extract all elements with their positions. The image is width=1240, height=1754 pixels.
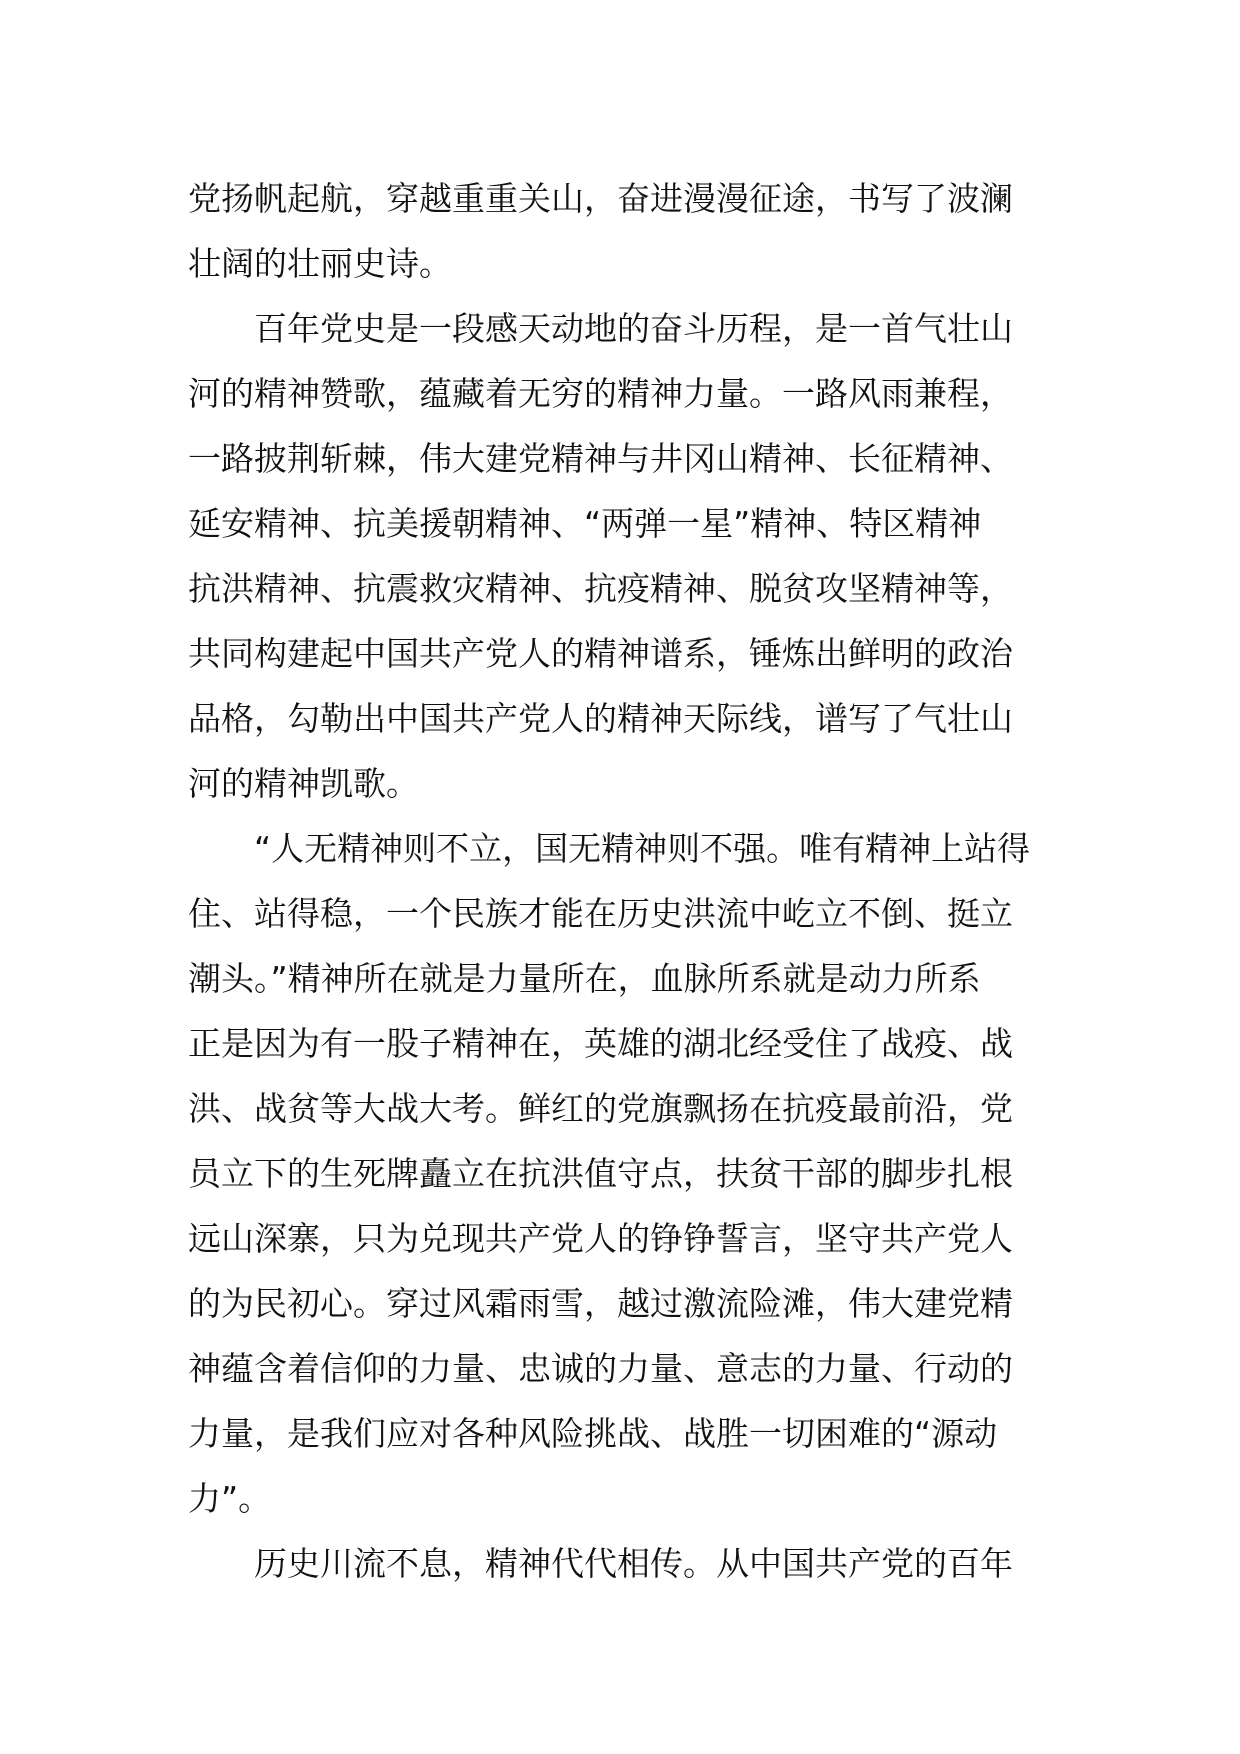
text-line: 员立下的生死牌矗立在抗洪值守点，扶贫干部的脚步扎根 (188, 1154, 1013, 1193)
text-line: 河的精神赞歌，蕴藏着无穷的精神力量。一路风雨兼程， (188, 374, 1013, 413)
text-line: 壮阔的壮丽史诗。 (188, 244, 452, 283)
text-line: 一路披荆斩棘，伟大建党精神与井冈山精神、长征精神、 (188, 439, 1013, 478)
text-line: 河的精神凯歌。 (188, 764, 419, 803)
text-line: 正是因为有一股子精神在，英雄的湖北经受住了战疫、战 (188, 1024, 1013, 1063)
body-text (188, 166, 1058, 1596)
text-line: 的为民初心。穿过风霜雨雪，越过激流险滩，伟大建党精 (188, 1284, 1013, 1323)
text-line: 品格，勾勒出中国共产党人的精神天际线，谱写了气壮山 (188, 699, 1013, 738)
text-line: 历史川流不息，精神代代相传。从中国共产党的百年 (254, 1544, 1013, 1583)
text-line: 力量，是我们应对各种风险挑战、战胜一切困难的“源动 (188, 1414, 998, 1453)
text-line: 党扬帆起航，穿越重重关山，奋进漫漫征途，书写了波澜 (188, 179, 1013, 218)
text-line: 延安精神、抗美援朝精神、“两弹一星”精神、特区精神 (188, 504, 982, 543)
text-line: 力”。 (188, 1479, 272, 1518)
text-line: 百年党史是一段感天动地的奋斗历程，是一首气壮山 (254, 309, 1013, 348)
text-line: 共同构建起中国共产党人的精神谱系，锤炼出鲜明的政治 (188, 634, 1013, 673)
text-line: 抗洪精神、抗震救灾精神、抗疫精神、脱贫攻坚精神等， (188, 569, 1013, 608)
text-line: 住、站得稳，一个民族才能在历史洪流中屹立不倒、挺立 (188, 894, 1013, 933)
text-line: 神蕴含着信仰的力量、忠诚的力量、意志的力量、行动的 (188, 1349, 1013, 1388)
text-line: 洪、战贫等大战大考。鲜红的党旗飘扬在抗疫最前沿，党 (188, 1089, 1013, 1128)
text-line: 潮头。”精神所在就是力量所在，血脉所系就是动力所系 (188, 959, 981, 998)
text-line: 远山深寨，只为兑现共产党人的铮铮誓言，坚守共产党人 (188, 1219, 1013, 1258)
text-line: “人无精神则不立，国无精神则不强。唯有精神上站得 (254, 829, 1031, 868)
